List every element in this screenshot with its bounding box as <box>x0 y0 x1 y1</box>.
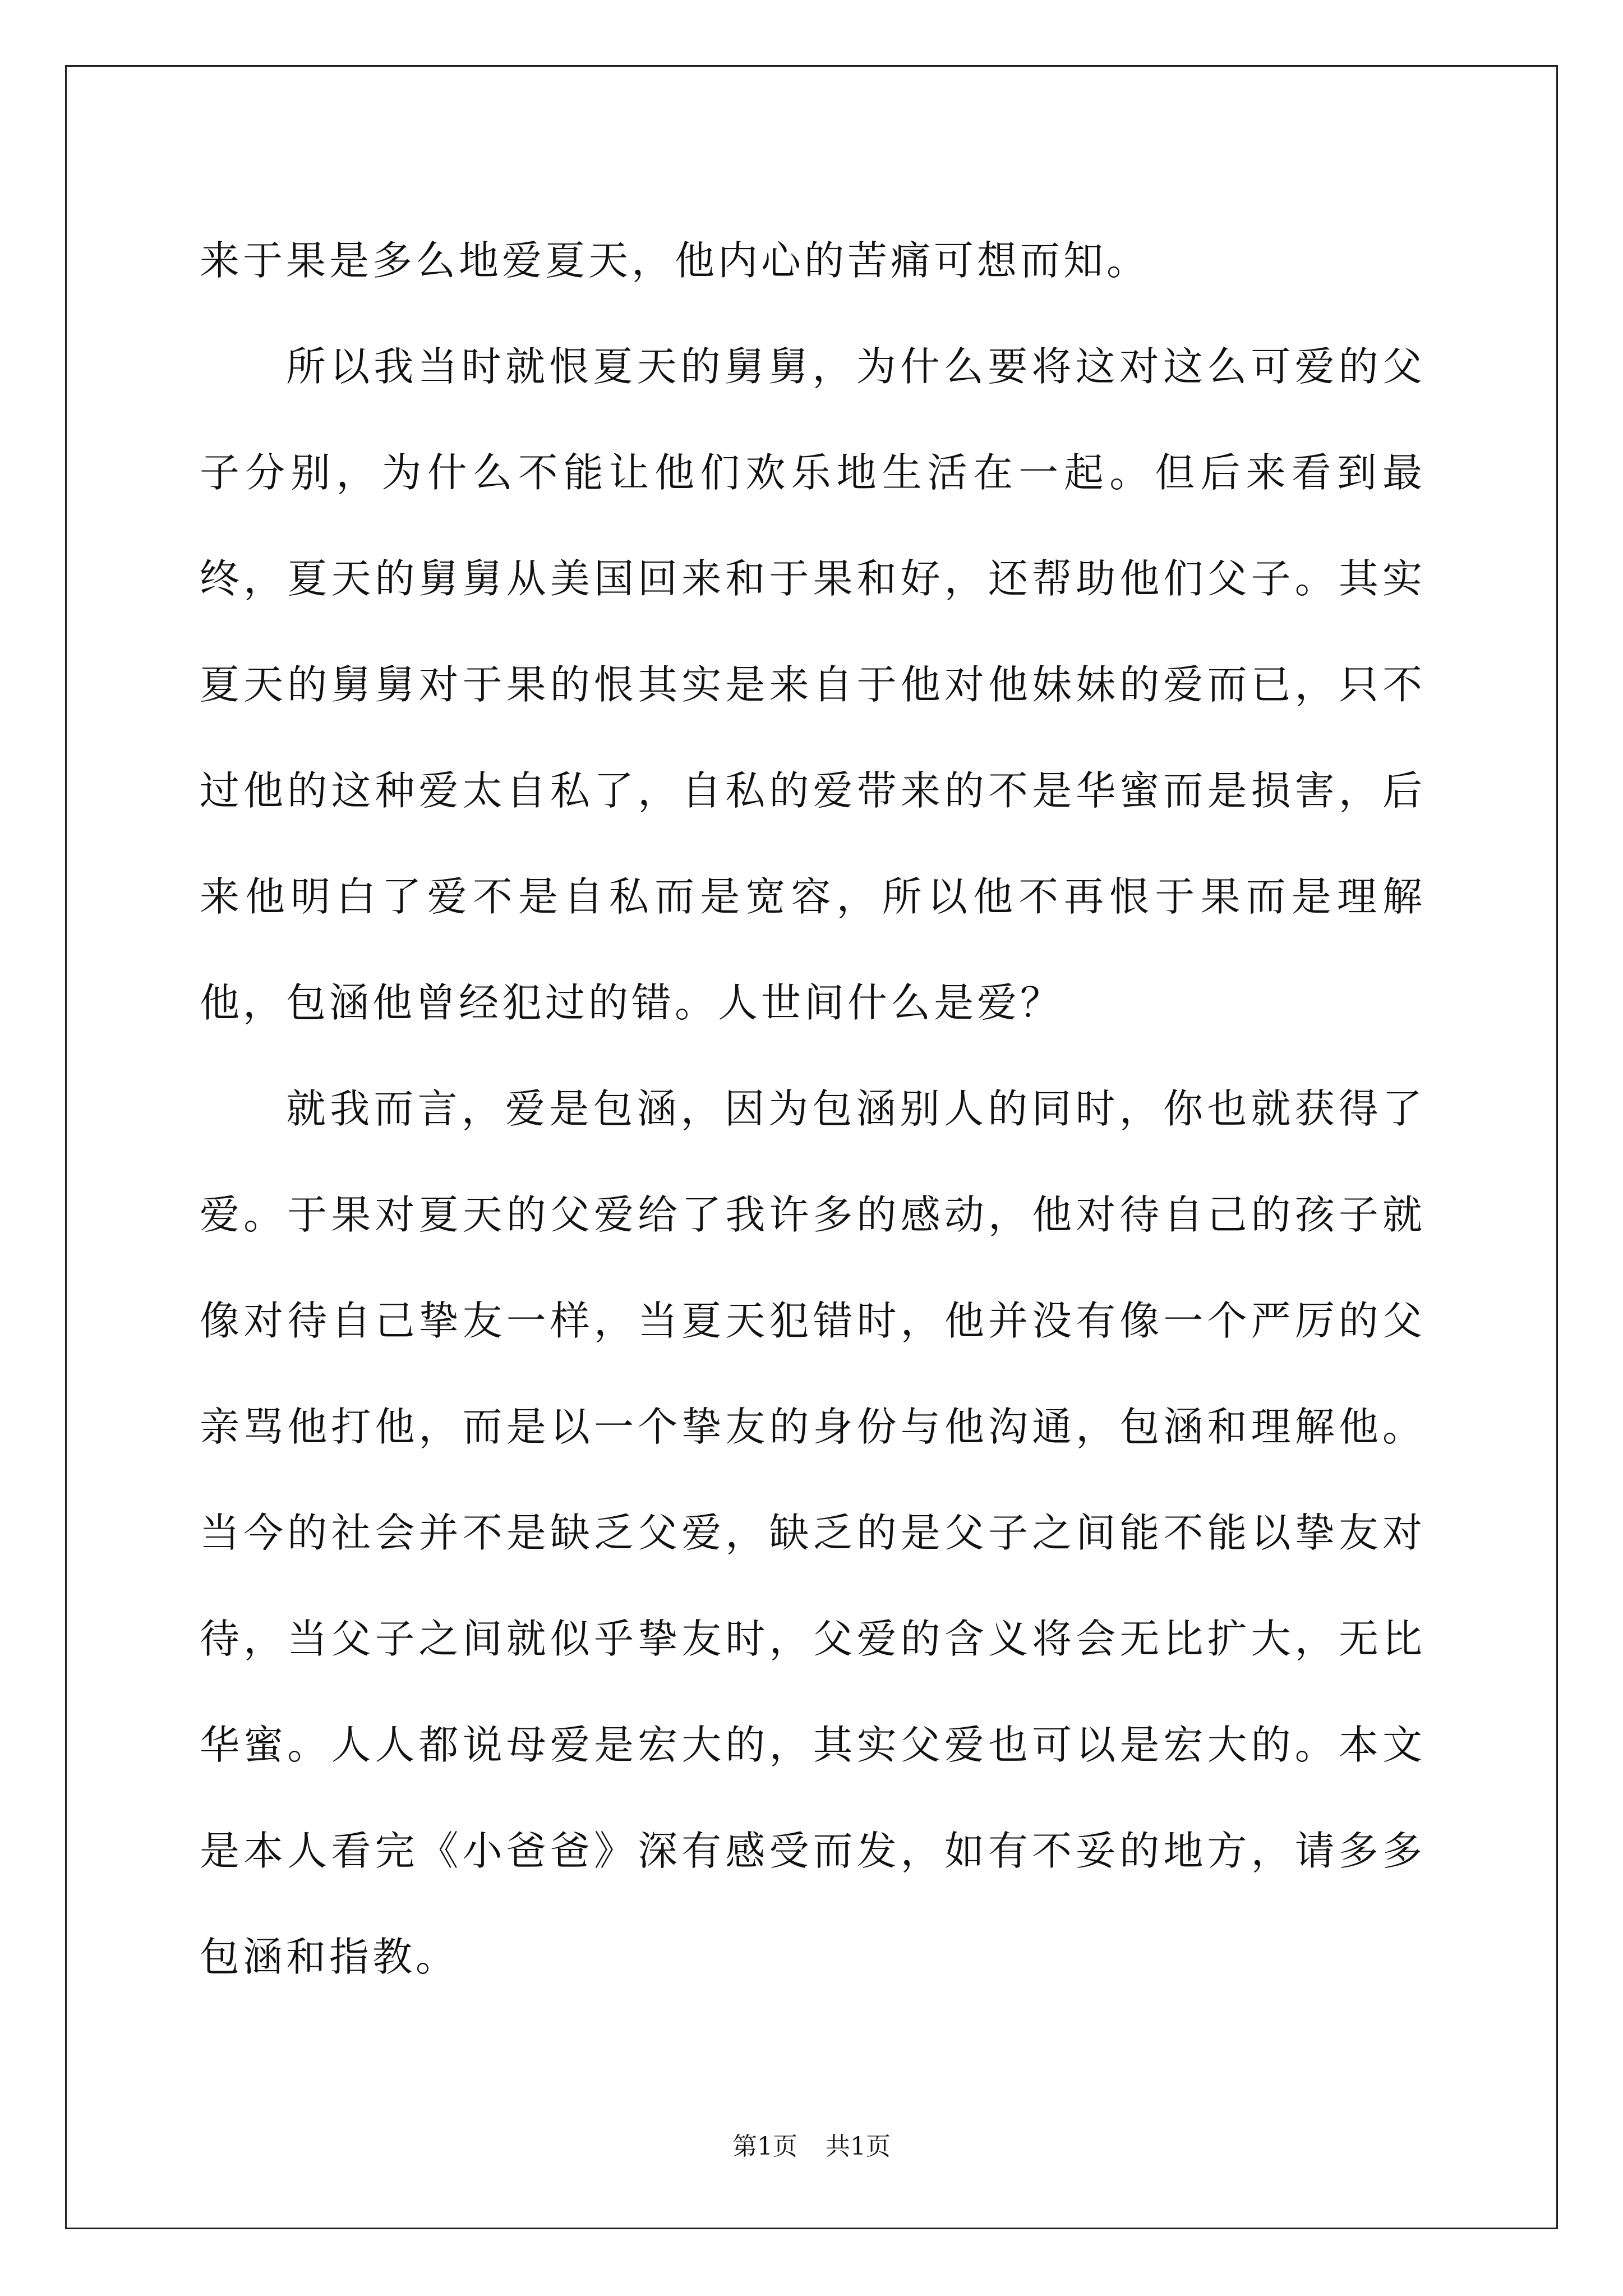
paragraph-2: 所以我当时就恨夏天的舅舅，为什么要将这对这么可爱的父子分别，为什么不能让他们欢乐地生活在一起。但后来看到最终，夏天的舅舅从美国回来和于果和好，还帮助他们父子。其实夏天的舅舅对于果的恨其实是来自于他对他妹妹的爱而已，只不过他的这种爱太自私了，自私的爱带来的不是华蜜而是损害，后来他明白了爱不是自私而是宽容，所以他不再恨于果而是理解他，包涵他曾经犯过的错。人世间什么是爱？ <box>200 343 1426 1026</box>
page-total: 共1页 <box>826 2132 891 2161</box>
page-footer <box>0 2126 1623 2162</box>
document-body <box>200 208 1426 2010</box>
page-number: 第1页 <box>732 2132 797 2161</box>
paragraph-3: 就我而言，爱是包涵，因为包涵别人的同时，你也就获得了爱。于果对夏天的父爱给了我许多的感动，他对待自己的孩子就像对待自己挚友一样，当夏天犯错时，他并没有像一个严厉的父亲骂他打他，而是以一个挚友的身份与他沟通，包涵和理解他。当今的社会并不是缺乏父爱，缺乏的是父子之间能不能以挚友对待，当父子之间就似乎挚友时，父爱的含义将会无比扩大，无比华蜜。人人都说母爱是宏大的，其实父爱也可以是宏大的。本文是本人看完《小爸爸》深有感受而发，如有不妥的地方，请多多包涵和指教。 <box>200 1085 1426 1980</box>
paragraph-1: 来于果是多么地爱夏天，他内心的苦痛可想而知。 <box>200 237 1150 284</box>
